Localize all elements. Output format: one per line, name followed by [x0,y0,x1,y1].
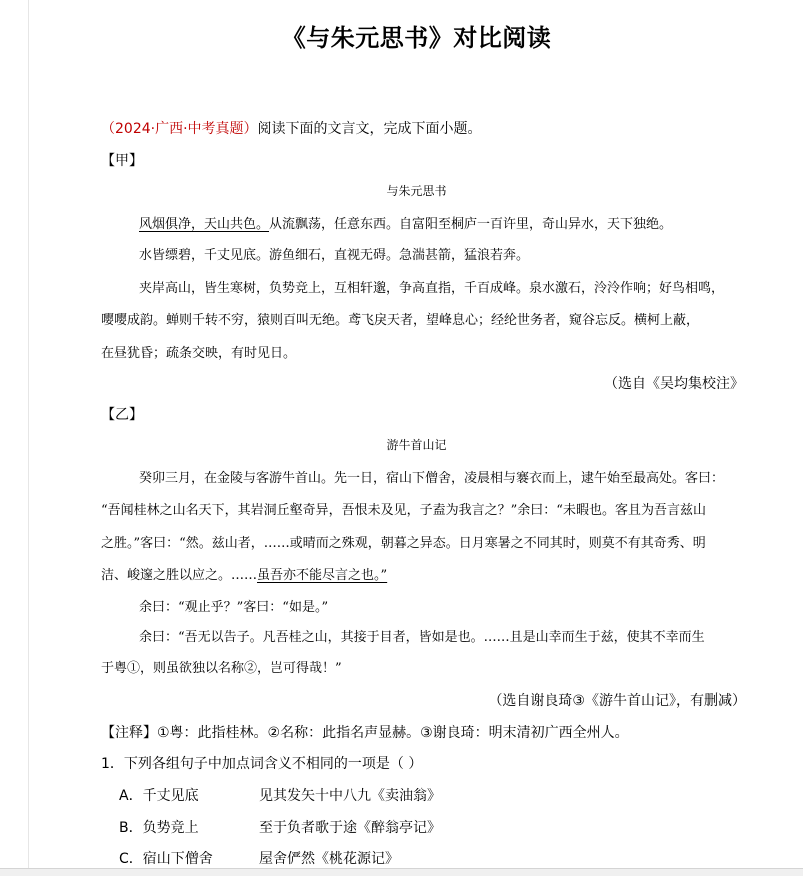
part-b-line-6: 余曰：“吾无以告子。凡吾桂之山，其接于目者，皆如是也。……且是山幸而生于兹，使其不幸而生 [139,630,705,645]
instruction-text: 阅读下面的文言文，完成下面小题。 [257,121,482,137]
document-page [28,0,803,868]
underlined-phrase-b: 虽吾亦不能尽言之也。” [257,568,388,583]
part-b-line-2: “吾闻桂林之山名天下，其岩洞丘壑奇异，吾恨未及见，子盍为我言之？”余曰：“未暇也。客且为吾言兹山 [101,503,706,518]
option-c-label: C．宿山下僧舍 [119,851,213,867]
part-b-line-1: 癸卯三月，在金陵与客游牛首山。先一日，宿山下僧舍，凌晨相与褰衣而上，逮午始至最高处。客曰： [139,471,725,486]
intro-line [101,118,482,138]
part-a-line-2: 水皆缥碧，千丈见底。游鱼细石，直视无碍。急湍甚箭，猛浪若奔。 [139,248,530,263]
option-a-label: A．千丈见底 [119,788,199,804]
part-a-line-4: 嘤嘤成韵。蝉则千转不穷，猿则百叫无绝。鸢飞戾天者，望峰息心；经纶世务者，窥谷忘反。横柯上蔽， [101,313,700,328]
part-b-source: （选自谢良琦③《游牛首山记》，有删减） [488,693,746,709]
part-b-line-7: 于粤①，则虽欲独以名称②，岂可得哉！” [101,661,342,676]
part-b-line-4: 洁、峻邃之胜以应之。……虽吾亦不能尽言之也。” [101,568,388,583]
option-a-compare: 见其发矢十中八九《卖油翁》 [259,788,441,804]
page-title: 《与朱元思书》对比阅读 [281,24,552,52]
part-a-line-5: 在昼犹昏；疏条交映，有时见日。 [101,346,297,361]
part-b-title: 游牛首山记 [386,438,447,452]
left-margin [0,0,28,868]
option-b-compare: 至于负者歌于途《醉翁亭记》 [259,820,441,836]
part-a-title: 与朱元思书 [386,184,447,198]
part-b-line-5: 余曰：“观止乎？”客曰：“如是。” [139,600,329,615]
option-b-label: B．负势竞上 [119,820,199,836]
part-b-label: 【乙】 [101,407,143,423]
part-a-line-1: 风烟俱净，天山共色。从流飘荡，任意东西。自富阳至桐庐一百许里，奇山异水，天下独绝。 [139,217,673,232]
option-c-compare: 屋舍俨然《桃花源记》 [259,851,399,867]
part-a-source: （选自《吴均集校注》 [604,376,744,392]
question-1: 1．下列各组句子中加点词含义不相同的一项是（ ） [101,756,423,772]
option-b [119,817,441,837]
part-b-line-3: 之胜。”客曰：“然。兹山者，……或晴而之殊观，朝暮之异态。日月寒暑之不同其时，则莫不有其奇秀、明 [101,536,706,551]
source-tag: （2024·广西·中考真题） [101,121,258,137]
option-a [119,785,441,805]
part-a-line-3: 夹岸高山，皆生寒树，负势竞上，互相轩邈，争高直指，千百成峰。泉水激石，泠泠作响；好鸟相鸣， [139,281,725,296]
option-c [119,848,399,868]
underlined-phrase: 风烟俱净，天山共色。 [139,217,270,232]
part-a-label: 【甲】 [101,153,143,169]
notes: 【注释】①粤：此指桂林。②名称：此指名声显赫。③谢良琦：明末清初广西全州人。 [101,725,629,741]
